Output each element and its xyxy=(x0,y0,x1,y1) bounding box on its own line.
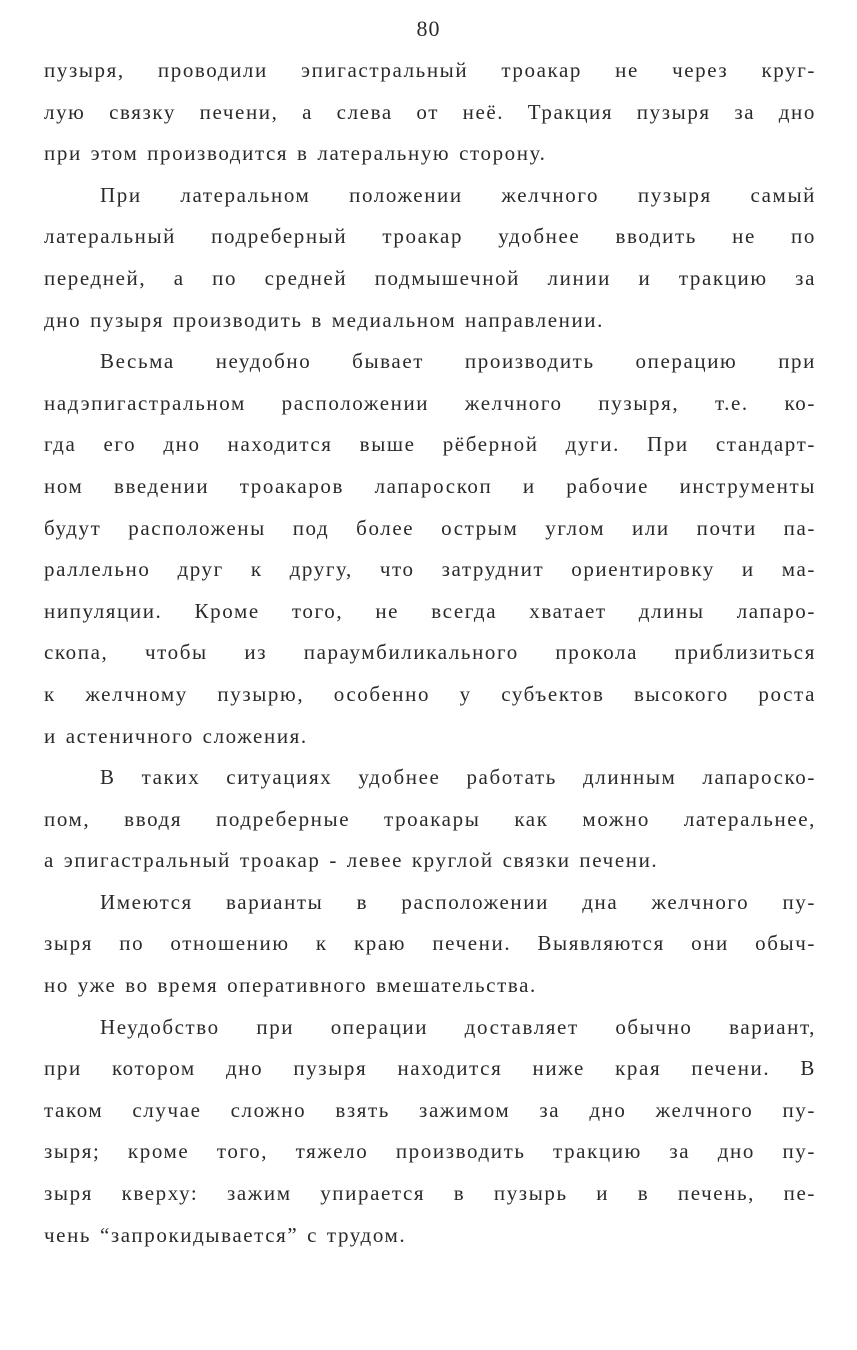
text-line: ном введении троакаров лапароскоп и рабочие инструменты xyxy=(44,473,816,498)
text-line: зыря по отношению к краю печени. Выявляются они обыч- xyxy=(44,931,816,956)
text-line: лую связку печени, а слева от неё. Тракция пузыря за дно xyxy=(44,99,816,124)
text-line: раллельно друг к другу, что затруднит ориентировку и ма- xyxy=(44,557,816,582)
body-text xyxy=(44,50,816,1256)
text-line: будут расположены под более острым углом или почти па- xyxy=(44,515,816,540)
text-line: В таких ситуациях удобнее работать длинным лапароско- xyxy=(100,765,816,790)
text-line: зыря; кроме того, тяжело производить тракцию за дно пу- xyxy=(44,1139,816,1164)
text-line: при котором дно пузыря находится ниже края печени. В xyxy=(44,1056,816,1081)
text-line: чень “запрокидывается” с трудом. xyxy=(44,1222,407,1247)
text-line: Имеются варианты в расположении дна желчного пу- xyxy=(100,889,816,914)
text-line: таком случае сложно взять зажимом за дно желчного пу- xyxy=(44,1097,816,1122)
text-line: передней, а по средней подмышечной линии и тракцию за xyxy=(44,265,816,290)
text-line: при этом производится в латеральную сторону. xyxy=(44,141,547,166)
text-line: пом, вводя подреберные троакары как можно латеральнее, xyxy=(44,806,816,831)
text-line: нипуляции. Кроме того, не всегда хватает длины лапаро- xyxy=(44,598,816,623)
text-line: пузыря, проводили эпигастральный троакар не через круг- xyxy=(44,58,816,82)
text-line: а эпигастральный троакар - левее круглой связки печени. xyxy=(44,848,659,873)
text-line: Неудобство при операции доставляет обычно вариант, xyxy=(100,1014,816,1039)
page-number: 80 xyxy=(416,16,441,41)
text-line: и астеничного сложения. xyxy=(44,723,308,748)
text-line: дно пузыря производить в медиальном направлении. xyxy=(44,307,604,332)
text-line: При латеральном положении желчного пузыря самый xyxy=(100,182,816,207)
text-line: латеральный подреберный троакар удобнее вводить не по xyxy=(44,224,816,249)
text-line: зыря кверху: зажим упирается в пузырь и в печень, пе- xyxy=(44,1181,816,1206)
text-line: Весьма неудобно бывает производить операцию при xyxy=(100,349,816,374)
text-line: гда его дно находится выше рёберной дуги. При стандарт- xyxy=(44,432,816,457)
text-line: надэпигастральном расположении желчного пузыря, т.е. ко- xyxy=(44,390,816,415)
text-line: но уже во время оперативного вмешательства. xyxy=(44,973,537,998)
text-line: к желчному пузырю, особенно у субъектов высокого роста xyxy=(44,681,816,706)
text-line: скопа, чтобы из параумбиликального прокола приблизиться xyxy=(44,640,816,665)
